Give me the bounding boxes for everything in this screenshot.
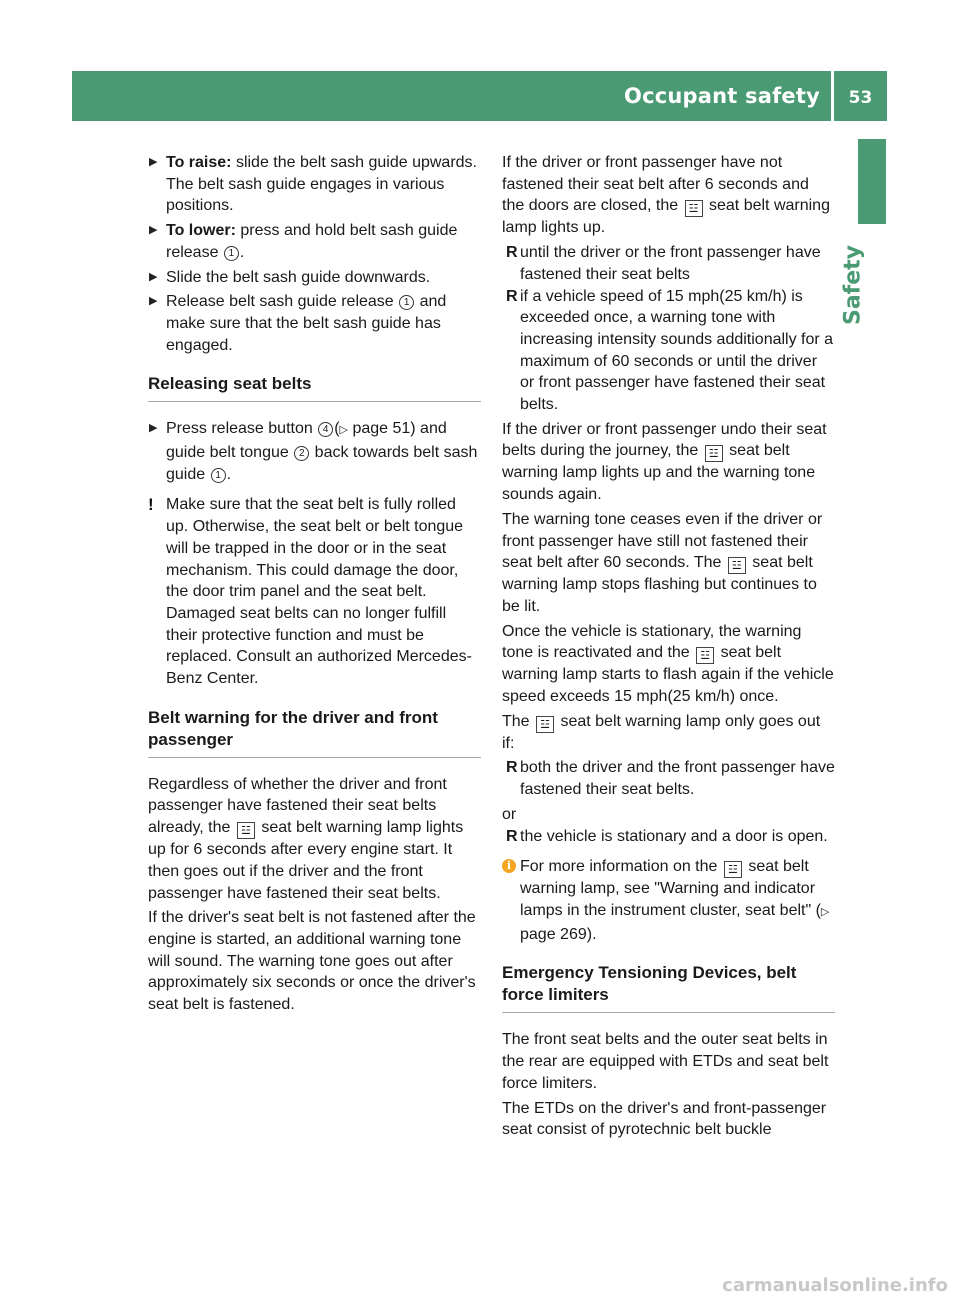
stationary-paragraph: [502, 621, 835, 708]
raise-label: To raise:: [166, 154, 232, 171]
list-item-text: both the driver and the front passenger have fastened their seat belts.: [520, 759, 835, 799]
callout-4-icon: 4: [318, 422, 333, 437]
etd-paragraph: The front seat belts and the outer seat belts in the rear are equipped with ETDs and seat belt force limiters.: [502, 1031, 829, 1092]
regardless-text-end: seat belt warning lamp lights up for 6 seconds after every engine start. It then goes out if the driver and the front passenger have fastened their seat belts.: [148, 819, 464, 902]
heading-etd: Emergency Tensioning Devices, belt force limiters: [502, 962, 835, 1013]
heading-releasing-seat-belts: Releasing seat belts: [148, 373, 481, 402]
etd-paragraph-2: The ETDs on the driver's and front-passenger seat consist of pyrotechnic belt buckle: [502, 1099, 827, 1139]
list-item-text: if a vehicle speed of 15 mph(25 km/h) is exceeded once, a warning tone with increasing intensity sounds additionally for a maximum of 60 seconds or until the driver or front passenger have fastened their seat belts.: [520, 287, 834, 414]
not-fastened-text: If the driver or front passenger have not fastened their seat belt after 6 seconds and the doors are closed, the: [502, 154, 809, 215]
warning-icon: !: [148, 495, 154, 515]
page-ref-icon: ▷: [820, 905, 830, 918]
warning-text: Make sure that the seat belt is fully rolled up. Otherwise, the seat belt or belt tongue will be trapped in the door or in the seat mechanism. This could damage the door, the door trim panel and the seat belt. Damaged seat belts can no longer fulfill their protective function and must be replaced. Consult an authorized Mercedes-Benz Center.: [166, 496, 472, 688]
bullet-icon: R: [506, 827, 518, 845]
list-item: [502, 826, 835, 848]
callout-2-icon: 2: [294, 446, 309, 461]
undo-paragraph: [502, 419, 835, 506]
left-column: [148, 152, 481, 1019]
callout-1-icon: 1: [211, 468, 226, 483]
seat-belt-lamp-icon: ☳: [685, 200, 703, 217]
undo-text-end: seat belt warning lamp lights up and the warning tone sounds again.: [502, 442, 816, 504]
seat-belt-lamp-icon: ☳: [696, 647, 714, 664]
bullet-icon: R: [506, 287, 518, 305]
list-item: [502, 242, 835, 285]
callout-1-icon: 1: [224, 246, 239, 261]
driver-belt-paragraph: If the driver's seat belt is not fastened after the engine is started, an additional warning tone will sound. The warning tone goes out after approximately six seconds or once the driver's seat belt is fastened.: [148, 909, 476, 1014]
seat-belt-lamp-icon: ☳: [237, 822, 255, 839]
stationary-text-end: seat belt warning lamp starts to flash again if the vehicle speed exceeds 15 mph(25 km/h) once.: [502, 644, 834, 706]
tone-ceases-text-end: seat belt warning lamp stops flashing but continues to be lit.: [502, 554, 817, 615]
release-text: Release belt sash guide release: [166, 293, 399, 311]
warning-note: [148, 494, 481, 689]
seat-belt-lamp-icon: ☳: [536, 716, 554, 733]
release-text-end: and make sure that the belt sash guide has engaged.: [166, 293, 447, 354]
info-text-end: page 269).: [520, 925, 597, 943]
tone-ceases-text: The warning tone ceases even if the driver or front passenger have still not fastened their seat belt after 60 seconds. The: [502, 510, 823, 572]
page-section-title: Occupant safety: [624, 84, 820, 108]
seat-belt-lamp-icon: ☳: [705, 445, 723, 462]
info-text: For more information on the: [520, 858, 722, 876]
bullet-icon: R: [506, 759, 518, 777]
not-fastened-text-end: seat belt warning lamp lights up.: [502, 197, 830, 237]
heading-belt-warning: Belt warning for the driver and front passenger: [148, 707, 481, 758]
undo-text: If the driver or front passenger undo their seat belts during the journey, the: [502, 420, 827, 460]
regardless-paragraph: [148, 774, 481, 905]
stationary-text: Once the vehicle is stationary, the warning tone is reactivated and the: [502, 622, 802, 662]
step-arrow-icon: ▶: [149, 295, 158, 308]
seat-belt-lamp-icon: ☳: [728, 557, 746, 574]
side-marker: [858, 139, 886, 224]
lower-label: To lower:: [166, 222, 236, 240]
side-tab-label: Safety: [840, 244, 866, 326]
step-press-release: [148, 418, 481, 485]
list-item: [502, 757, 835, 800]
or-text: or: [502, 805, 517, 823]
lower-text: press and hold belt sash guide release: [166, 222, 458, 261]
goes-out-paragraph: [502, 711, 835, 755]
step-raise: [148, 152, 481, 217]
seat-belt-lamp-icon: ☳: [724, 861, 742, 878]
step-arrow-icon: ▶: [149, 422, 158, 435]
press-text-ref: page 51) and guide belt tongue: [166, 420, 447, 462]
press-text-paren: (: [334, 420, 340, 438]
right-column: [502, 152, 835, 1144]
page-ref-icon: ▷: [339, 424, 348, 437]
watermark: carmanualsonline.info: [722, 1275, 948, 1296]
regardless-text: Regardless of whether the driver and front passenger have fastened their seat belts already, the: [148, 775, 447, 837]
step-arrow-icon: ▶: [149, 156, 158, 168]
lower-text-end: .: [239, 243, 245, 261]
bullet-icon: R: [506, 244, 518, 262]
page-number: 53: [848, 88, 873, 108]
list-item: [502, 286, 835, 416]
info-note: [502, 856, 835, 945]
step-release: [148, 291, 481, 356]
step-slide: [148, 267, 481, 289]
tone-ceases-paragraph: [502, 509, 835, 618]
list-item-text: until the driver or the front passenger have fastened their seat belts: [520, 244, 821, 283]
goes-out-text-end: seat belt warning lamp only goes out if:: [502, 712, 821, 752]
step-arrow-icon: ▶: [149, 270, 158, 283]
info-text-mid: seat belt warning lamp, see "Warning and indicator lamps in the instrument cluster, seat belt" (: [520, 858, 821, 919]
slide-text: Slide the belt sash guide downwards.: [166, 268, 431, 286]
list-item-text: the vehicle is stationary and a door is open.: [520, 827, 828, 845]
press-text: Press release button: [166, 420, 318, 438]
step-lower: [148, 220, 481, 263]
step-arrow-icon: ▶: [149, 224, 158, 237]
info-icon: i: [502, 859, 516, 873]
press-text-guide: back towards belt sash guide: [166, 444, 478, 483]
callout-1-icon: 1: [399, 295, 414, 310]
press-text-end: .: [226, 465, 232, 483]
side-tab: [840, 235, 903, 335]
raise-text: slide the belt sash guide upwards. The belt sash guide engages in various positions.: [166, 154, 477, 215]
goes-out-text: The: [502, 712, 535, 730]
not-fastened-paragraph: [502, 152, 835, 239]
